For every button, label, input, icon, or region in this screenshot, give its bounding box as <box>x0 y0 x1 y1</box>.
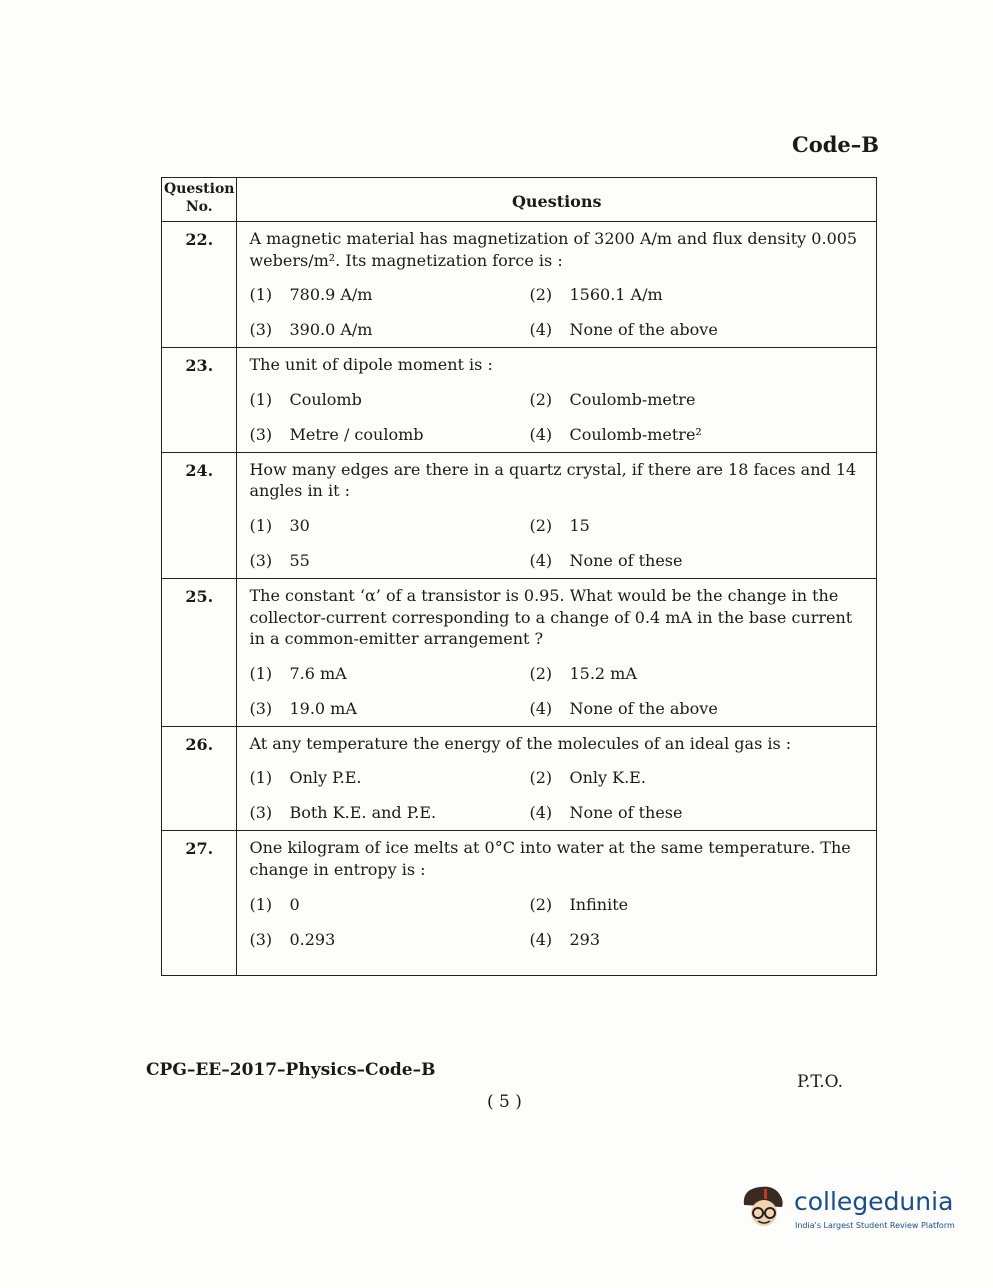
option <box>249 516 529 535</box>
option-number: (3) <box>249 803 273 823</box>
option-text: 15 <box>569 515 590 535</box>
option-text: 1560.1 A/m <box>569 285 663 305</box>
option-number: (1) <box>249 663 273 683</box>
option <box>249 551 529 570</box>
option-text: Metre / coulomb <box>289 424 424 444</box>
option-text: 0 <box>289 894 300 914</box>
question-text: How many edges are there in a quartz crystal, if there are 18 faces and 14 angles in it : <box>249 459 857 501</box>
option-number: (1) <box>249 285 273 305</box>
option-number: (1) <box>249 515 273 535</box>
page-number: ( 5 ) <box>487 1092 522 1112</box>
question-body <box>237 222 877 348</box>
option <box>249 285 529 304</box>
option-text: 7.6 mA <box>289 663 347 683</box>
option-text: 19.0 mA <box>289 698 357 718</box>
question-body <box>237 348 877 453</box>
option-text: 55 <box>289 550 310 570</box>
option-text: Coulomb-metre² <box>569 424 702 444</box>
option-text: None of these <box>569 550 683 570</box>
option <box>249 320 529 339</box>
option <box>249 664 529 683</box>
question-text: A magnetic material has magnetization of 3200 A/m and flux density 0.005 webers/m². Its magnetization force is : <box>249 229 858 270</box>
option-number: (3) <box>249 424 273 444</box>
logo-tagline: India's Largest Student Review Platform <box>795 1221 955 1230</box>
option-number: (2) <box>529 389 553 409</box>
option <box>529 664 870 683</box>
option-number: (2) <box>529 515 553 535</box>
options <box>249 285 870 339</box>
option <box>249 768 529 787</box>
collegedunia-logo <box>738 1183 963 1243</box>
question-table <box>161 177 877 976</box>
option-number: (2) <box>529 285 553 305</box>
question-number: 23. <box>162 348 237 453</box>
option-text: None of the above <box>569 320 718 340</box>
option-number: (2) <box>529 894 553 914</box>
question-text: The unit of dipole moment is : <box>249 355 493 375</box>
question-row <box>162 578 877 726</box>
option-text: 780.9 A/m <box>289 285 373 305</box>
question-body <box>237 831 877 975</box>
question-row <box>162 831 877 975</box>
options <box>249 516 870 570</box>
option-text: None of the above <box>569 698 718 718</box>
option-number: (4) <box>529 550 553 570</box>
option <box>529 895 870 914</box>
option-text: Infinite <box>569 894 629 914</box>
option <box>529 699 870 718</box>
options <box>249 768 870 822</box>
option-number: (4) <box>529 929 553 949</box>
option <box>249 803 529 822</box>
question-body <box>237 578 877 726</box>
option-text: Coulomb <box>289 389 362 409</box>
option-number: (4) <box>529 698 553 718</box>
option-text: 293 <box>569 929 601 949</box>
option <box>529 768 870 787</box>
option-number: (1) <box>249 768 273 788</box>
col-question-no: Question No. <box>162 178 237 222</box>
question-body <box>237 452 877 578</box>
question-row <box>162 726 877 831</box>
question-row <box>162 452 877 578</box>
option <box>249 895 529 914</box>
option <box>249 425 529 444</box>
option <box>529 285 870 304</box>
table-header-row <box>162 178 877 222</box>
logo-wordmark: collegedunia <box>794 1187 954 1216</box>
option-text: Only K.E. <box>569 768 646 788</box>
option-number: (2) <box>529 768 553 788</box>
option-number: (3) <box>249 929 273 949</box>
option-text: Only P.E. <box>289 768 362 788</box>
option <box>249 930 529 949</box>
option <box>529 803 870 822</box>
options <box>249 390 870 444</box>
option-number: (4) <box>529 803 553 823</box>
option-text: Coulomb-metre <box>569 389 696 409</box>
question-number: 26. <box>162 726 237 831</box>
option-text: Both K.E. and P.E. <box>289 803 437 823</box>
option <box>249 390 529 409</box>
question-row <box>162 222 877 348</box>
question-row <box>162 348 877 453</box>
question-text: One kilogram of ice melts at 0°C into water at the same temperature. The change in entropy is : <box>249 838 851 879</box>
question-number: 27. <box>162 831 237 975</box>
option <box>249 699 529 718</box>
question-body <box>237 726 877 831</box>
option-number: (3) <box>249 550 273 570</box>
option-text: 30 <box>289 515 310 535</box>
option-number: (1) <box>249 389 273 409</box>
option-text: None of these <box>569 803 683 823</box>
paper-title-footer: CPG–EE–2017–Physics–Code–B <box>146 1060 436 1080</box>
option-number: (4) <box>529 424 553 444</box>
mascot-icon <box>738 1183 790 1235</box>
option-text: 390.0 A/m <box>289 320 373 340</box>
option-number: (4) <box>529 320 553 340</box>
options <box>249 895 870 949</box>
option <box>529 320 870 339</box>
option-text: 15.2 mA <box>569 663 637 683</box>
question-text: The constant ‘α’ of a transistor is 0.95. What would be the change in the collector-current corresponding to a change of 0.4 mA in the base current in a common-emitter arrangement ? <box>249 585 853 649</box>
option <box>529 425 870 444</box>
pto-label: P.T.O. <box>797 1072 843 1092</box>
option-number: (2) <box>529 663 553 683</box>
question-text: At any temperature the energy of the molecules of an ideal gas is : <box>249 733 792 753</box>
paper-code: Code–B <box>791 132 879 157</box>
option <box>529 390 870 409</box>
option <box>529 930 870 949</box>
option-number: (3) <box>249 320 273 340</box>
option-number: (1) <box>249 894 273 914</box>
option <box>529 516 870 535</box>
option <box>529 551 870 570</box>
question-number: 22. <box>162 222 237 348</box>
question-number: 24. <box>162 452 237 578</box>
options <box>249 664 870 718</box>
option-number: (3) <box>249 698 273 718</box>
option-text: 0.293 <box>289 929 336 949</box>
question-number: 25. <box>162 578 237 726</box>
col-questions: Questions <box>237 178 877 222</box>
